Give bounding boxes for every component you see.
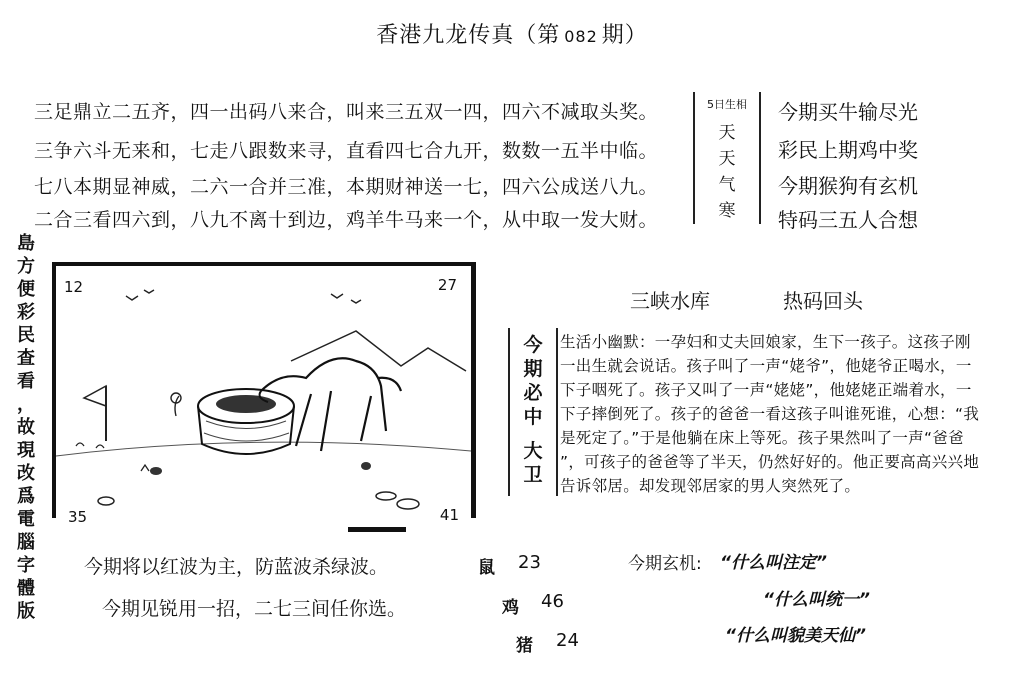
prediction-char-5: 大 [523, 440, 543, 462]
side-char: 島 [17, 233, 35, 254]
weather-char-4: 寒 [718, 201, 736, 221]
side-char: 改 [17, 463, 35, 484]
pick-animal-3: 猪 [516, 636, 533, 656]
side-char: 便 [17, 279, 35, 300]
story-line: 生活小幽默：一孕妇和丈夫回娘家，生下一孩子。这孩子刚 [560, 333, 971, 351]
story-line: ”，可孩子的爸爸等了半天，仍然好好的。他正要高高兴兴地 [560, 453, 980, 471]
illustration-underline [348, 527, 406, 532]
story-line: 下子摔倒死了。孩子的爸爸一看这孩子叫谁死谁，心想：“我 [560, 405, 980, 423]
corner-number-top-left: 12 [64, 278, 84, 296]
verse-line-4: 二合三看四六到，八九不离十到边，鸡羊牛马来一个，从中取一发大财。 [34, 209, 659, 231]
title-prefix: 香港九龙传真（第 [376, 23, 561, 48]
pick-number-1: 23 [518, 552, 541, 573]
side-notice-column [14, 232, 38, 623]
prediction-char-4: 中 [523, 406, 543, 428]
humor-story [560, 330, 1018, 498]
xuanji-item-2: “什么叫统一” [763, 590, 870, 610]
verse-line-2: 三争六斗无来和，七走八跟数来寻，直看四七合九开，数数一五半中临。 [34, 140, 659, 162]
prediction-char-2: 期 [523, 358, 543, 380]
corner-number-top-right: 27 [437, 276, 457, 294]
side-char: 現 [17, 440, 35, 461]
pick-number-3: 24 [556, 630, 579, 651]
side-char: 彩 [17, 302, 35, 323]
story-line: 下子咽死了。孩子又叫了一声“姥姥”，他姥姥正端着水，一 [560, 381, 972, 399]
weather-char-3: 气 [718, 175, 736, 195]
issue-number: 082 [564, 27, 598, 46]
prediction-char-3: 必 [523, 382, 543, 404]
side-char: 查 [17, 348, 35, 369]
right-hint-4: 特码三五人合想 [778, 208, 918, 232]
side-char: 腦 [17, 532, 35, 553]
corner-number-bottom-left: 35 [68, 508, 88, 526]
side-char: 看 [17, 371, 35, 392]
xuanji-label: 今期玄机: [628, 554, 702, 574]
prediction-char-1: 今 [523, 334, 543, 356]
side-char: 故 [17, 417, 35, 438]
corner-number-bottom-right: 41 [439, 506, 459, 524]
side-char: 電 [17, 509, 35, 530]
prediction-box [508, 328, 558, 496]
side-char: 方 [17, 256, 35, 277]
title-suffix: 期） [601, 23, 648, 48]
side-char: ， [17, 394, 35, 415]
weather-char-2: 天 [718, 149, 736, 169]
weather-char-1: 天 [718, 123, 736, 143]
side-char: 字 [17, 555, 35, 576]
side-char: 版 [17, 601, 35, 622]
side-char: 民 [17, 325, 35, 346]
verse-line-3: 七八本期显神威，二六一合并三准，本期财神送一七，四六公成送八九。 [34, 176, 659, 198]
pick-animal-1: 鼠 [478, 558, 495, 578]
weather-box [693, 92, 761, 224]
right-hint-2: 彩民上期鸡中奖 [778, 138, 918, 162]
side-char: 爲 [17, 486, 35, 507]
illustration-frame [52, 262, 476, 526]
right-hint-3: 今期猴狗有玄机 [778, 174, 918, 198]
pick-animal-2: 鸡 [502, 598, 519, 618]
sharp-hint: 今期见锐用一招，二七三间任你选。 [102, 598, 407, 620]
story-line: 一出生就会说话。孩子叫了一声“姥爷”，他姥爷正喝水，一 [560, 357, 972, 375]
weather-small-label: 5日生相 [707, 98, 747, 111]
side-char: 體 [17, 578, 35, 599]
prediction-char-6: 卫 [523, 464, 543, 486]
story-line: 是死定了。”于是他躺在床上等死。孩子果然叫了一声“爸爸 [560, 429, 964, 447]
right-hint-1: 今期买牛输尽光 [778, 100, 918, 124]
pick-number-2: 46 [541, 591, 564, 612]
story-line: 告诉邻居。却发现邻居家的男人突然死了。 [560, 477, 861, 495]
heading-reservoir: 三峡水库 [630, 289, 710, 313]
verse-line-1: 三足鼎立二五齐，四一出码八来合，叫来三五双一四，四六不减取头奖。 [34, 101, 659, 123]
wave-hint: 今期将以红波为主，防蓝波杀绿波。 [84, 556, 389, 578]
heading-hot-code: 热码回头 [783, 289, 863, 313]
xuanji-item-3: “什么叫貌美天仙” [725, 626, 866, 646]
illustration-drawing [56, 266, 471, 518]
xuanji-item-1: “什么叫注定” [720, 553, 827, 573]
page-title [0, 18, 1024, 49]
